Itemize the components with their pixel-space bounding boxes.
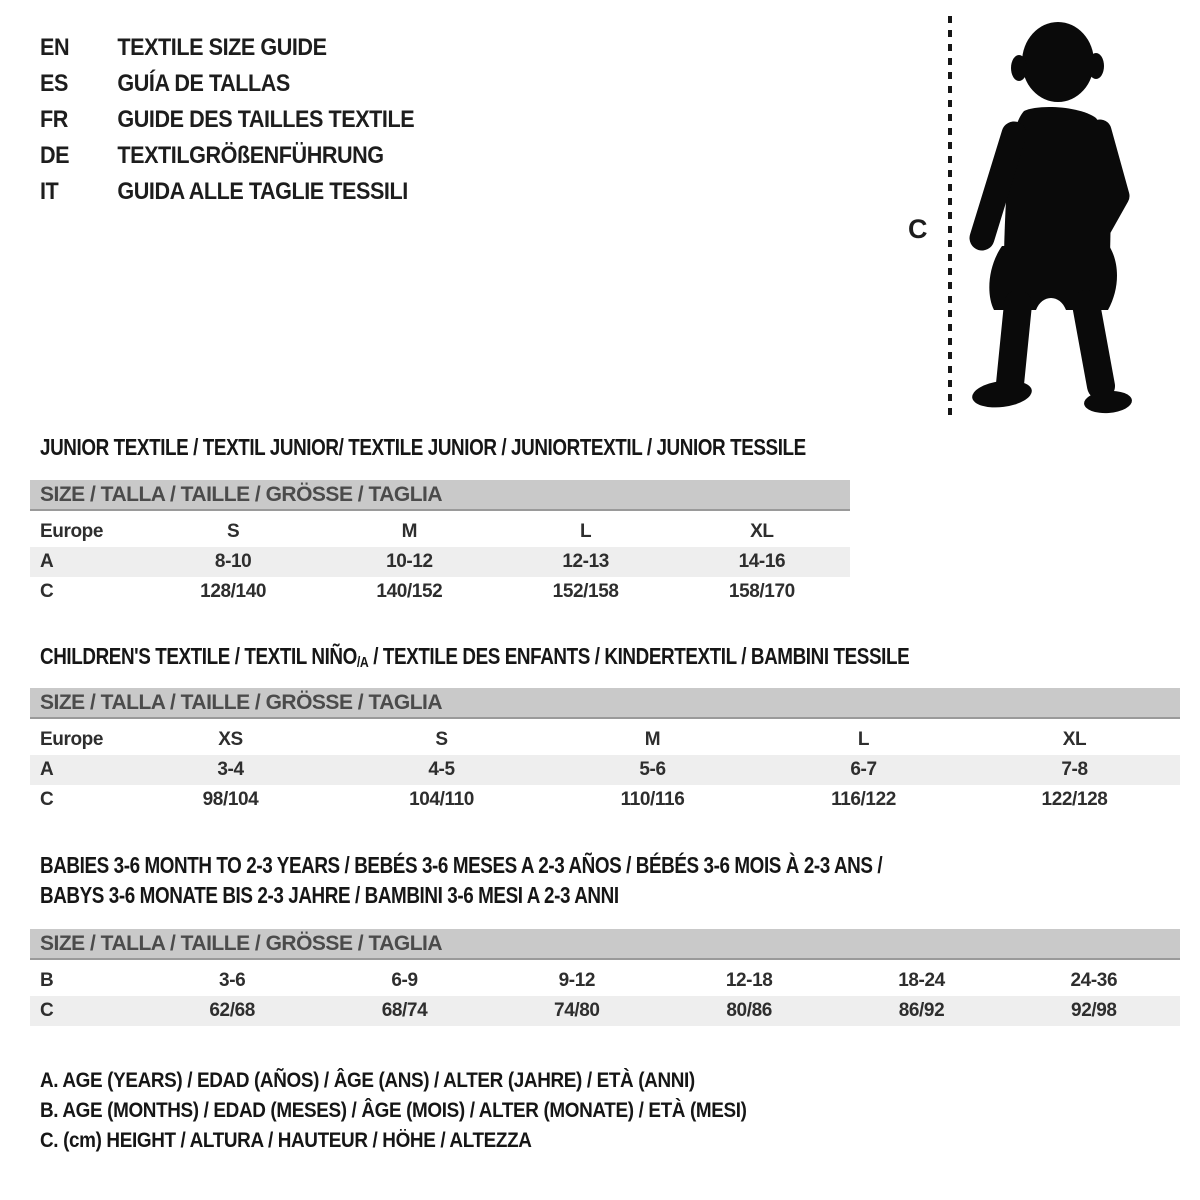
size-cell: S <box>435 729 448 750</box>
height-cell: 140/152 <box>376 581 443 602</box>
height-cell: 128/140 <box>200 581 267 602</box>
language-row <box>40 30 414 66</box>
note-age-years: A. AGE (YEARS) / EDAD (AÑOS) / ÂGE (ANS) / ALTER (JAHRE) / ETÀ (ANNI) <box>40 1069 695 1092</box>
junior-table-header: SIZE / TALLA / TAILLE / GRÖSSE / TAGLIA <box>30 480 850 511</box>
row-label: Europe <box>40 521 104 542</box>
language-code: DE <box>40 142 70 169</box>
table-row <box>30 547 850 577</box>
legend-notes <box>40 1066 825 1156</box>
junior-section-title: JUNIOR TEXTILE / TEXTIL JUNIOR/ TEXTILE JUNIOR / JUNIORTEXTIL / JUNIOR TESSILE <box>40 434 806 460</box>
size-cell: M <box>401 521 418 542</box>
children-title-subscript: /A <box>356 654 369 671</box>
table-row <box>30 785 1180 815</box>
note-age-months: B. AGE (MONTHS) / EDAD (MESES) / ÂGE (MOIS) / ALTER (MONATE) / ETÀ (MESI) <box>40 1099 747 1122</box>
children-title-text: / TEXTILE DES ENFANTS / KINDERTEXTIL / BAMBINI TESSILE <box>368 643 910 669</box>
size-cell: XS <box>218 729 243 750</box>
age-cell: 12-13 <box>562 551 609 572</box>
table-row <box>30 577 850 607</box>
babies-title-line2: BABYS 3-6 MONATE BIS 2-3 JAHRE / BAMBINI 3-6 MESI A 2-3 ANNI <box>40 882 619 908</box>
age-cell: 6-7 <box>850 759 877 780</box>
language-title: TEXTILE SIZE GUIDE <box>117 34 327 61</box>
language-title: GUIDA ALLE TAGLIE TESSILI <box>117 178 408 205</box>
row-label: Europe <box>40 729 104 750</box>
babies-table-header: SIZE / TALLA / TAILLE / GRÖSSE / TAGLIA <box>30 929 1180 960</box>
height-cell: 98/104 <box>202 789 259 810</box>
table-row <box>30 725 1180 755</box>
age-cell: 4-5 <box>428 759 455 780</box>
age-cell: 12-18 <box>725 970 773 991</box>
language-title: TEXTILGRÖßENFÜHRUNG <box>117 142 384 169</box>
row-label: B <box>40 970 54 991</box>
age-cell: 18-24 <box>898 970 945 991</box>
size-cell: M <box>644 729 661 750</box>
language-code: FR <box>40 106 68 133</box>
language-row <box>40 174 414 210</box>
size-cell: XL <box>1062 729 1087 750</box>
junior-size-table <box>30 480 850 607</box>
row-label: C <box>40 789 54 810</box>
age-cell: 3-6 <box>219 970 246 991</box>
age-cell: 10-12 <box>386 551 433 572</box>
language-title: GUÍA DE TALLAS <box>117 70 290 97</box>
age-cell: 3-4 <box>217 759 244 780</box>
age-cell: 7-8 <box>1061 759 1088 780</box>
baby-silhouette-icon <box>968 16 1134 416</box>
height-cell: 86/92 <box>898 1000 945 1021</box>
language-row <box>40 138 414 174</box>
height-cell: 92/98 <box>1071 1000 1117 1021</box>
age-cell: 8-10 <box>214 551 252 572</box>
height-cell: 158/170 <box>728 581 795 602</box>
language-title: GUIDE DES TAILLES TEXTILE <box>117 106 415 133</box>
size-cell: L <box>580 521 592 542</box>
language-code: EN <box>40 34 70 61</box>
size-cell: L <box>857 729 870 750</box>
size-cell: S <box>226 521 240 542</box>
row-label: A <box>40 759 54 780</box>
note-height-cm: C. (cm) HEIGHT / ALTURA / HAUTEUR / HÖHE / ALTEZZA <box>40 1129 532 1152</box>
age-cell: 5-6 <box>639 759 666 780</box>
children-title-text: CHILDREN'S TEXTILE / TEXTIL NIÑO <box>40 643 357 669</box>
children-table-header: SIZE / TALLA / TAILLE / GRÖSSE / TAGLIA <box>30 688 1180 719</box>
age-cell: 24-36 <box>1070 970 1118 991</box>
table-row <box>30 755 1180 785</box>
age-cell: 6-9 <box>391 970 418 991</box>
language-code: ES <box>40 70 68 97</box>
children-section-title <box>40 643 909 671</box>
table-row <box>30 966 1180 996</box>
babies-title-line1: BABIES 3-6 MONTH TO 2-3 YEARS / BEBÉS 3-6 MESES A 2-3 AÑOS / BÉBÉS 3-6 MOIS À 2-3 ANS / <box>40 852 883 878</box>
height-measure-label: C <box>908 214 928 244</box>
height-cell: 116/122 <box>831 789 896 810</box>
row-label: C <box>40 581 54 602</box>
height-cell: 152/158 <box>552 581 619 602</box>
row-label: C <box>40 1000 54 1021</box>
height-dashed-line <box>948 16 952 416</box>
language-row <box>40 102 414 138</box>
height-cell: 122/128 <box>1041 789 1108 810</box>
language-code: IT <box>40 178 59 205</box>
size-cell: XL <box>750 521 774 542</box>
babies-section-title <box>40 850 882 910</box>
language-title-list <box>40 30 456 210</box>
height-cell: 80/86 <box>726 1000 772 1021</box>
height-cell: 104/110 <box>409 789 474 810</box>
height-cell: 74/80 <box>554 1000 600 1021</box>
height-cell: 110/116 <box>620 789 685 810</box>
table-row <box>30 517 850 547</box>
height-cell: 62/68 <box>209 1000 255 1021</box>
height-cell: 68/74 <box>381 1000 428 1021</box>
age-cell: 14-16 <box>738 551 786 572</box>
row-label: A <box>40 551 54 572</box>
table-row <box>30 996 1180 1026</box>
language-row <box>40 66 414 102</box>
babies-size-table <box>30 929 1180 1026</box>
children-size-table <box>30 688 1180 815</box>
age-cell: 9-12 <box>558 970 596 991</box>
